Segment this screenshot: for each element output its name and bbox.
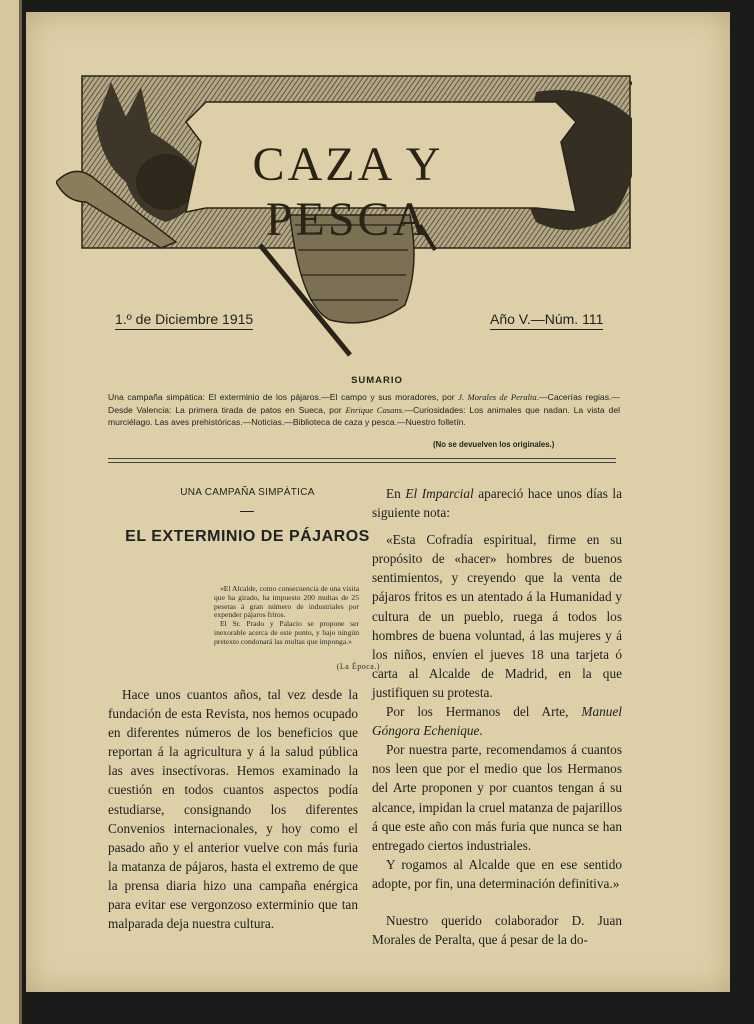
article-headline: EL EXTERMINIO DE PÁJAROS: [125, 528, 370, 545]
issue-date: 1.º de Diciembre 1915: [115, 311, 253, 330]
epigraph-quote: «El Alcalde, como consecuencia de una visita que ha girado, ha impuesto 200 multas de 25 pesetas á gran número de industriales por expender pájaros fritos. El Sr. Prado y Palacio se propone ser inexorable acerca de este punto, y bajo ningún pretexto condonará las multas que imponga.»: [214, 584, 359, 646]
intro-paragraph: En El Imparcial apareció hace unos días la siguiente nota:: [372, 486, 622, 521]
article-section-title: UNA CAMPAÑA SIMPÁTICA: [180, 487, 315, 498]
magazine-title: CAZA Y PESCA: [252, 138, 444, 246]
issue-number: Año V.—Núm. 111: [490, 311, 603, 330]
left-body-paragraph: Hace unos cuantos años, tal vez desde la fundación de esta Revista, nos hemos ocupado en diferentes números de los beneficios que reportan á la agricultura y á la salud pública las aves insectívoras. Hemos examinado la cuestión en todos cuantos aspectos podía estudiarse, consignando los diferentes Convenios internacionales, y hoy como el pasado año y el anterior vuelve con más furia la matanza de pájaros, hasta el extremo de que la prensa diaria hizo una campaña enérgica para evitar ese vergonzoso exterminio que tan malparada deja nuestra cultura.: [108, 687, 358, 932]
summary-heading: SUMARIO: [351, 375, 403, 386]
summary-text: Una campaña simpática: El exterminio de los pájaros.—El campo y sus moradores, por J. Morales de Peralta.—Cacerías regias.—Desde Valencia: La primera tirada de patos en Sueca, por Enrique Casans.—Curiosidades: Los animales que nadan. La vista del murciélago. Las aves prehistóricas.—Noticias.—Biblioteca de caza y pesca.—Nuestro folletín.: [108, 392, 621, 427]
paragraph-mayor: Y rogamos al Alcalde que en ese sentido adopte, por fin, una determinación definitiva.»: [372, 856, 622, 891]
paragraph-recommend: Por nuestra parte, recomendamos á cuantos nos leen que por el medio que los Hermanos del Arte proponen y por cuantos tengan á su alcance, impidan la cruel matanza de pajarillos á que este año con más furia que nunca se han entregado ciertos industriales.: [372, 742, 622, 853]
section-dash: [240, 511, 254, 512]
signature-line: Por los Hermanos del Arte, Manuel Góngora Echenique.: [372, 704, 622, 739]
paragraph-collaborator: Nuestro querido colaborador D. Juan Morales de Peralta, que á pesar de la do-: [372, 912, 622, 948]
originals-note: (No se devuelven los originales.): [433, 440, 555, 449]
left-column: [108, 685, 358, 933]
previous-page-edge: [0, 0, 22, 1024]
epigraph-source: (La Época.): [336, 662, 380, 671]
quoted-note: «Esta Cofradía espiritual, firme en su propósito de «hacer» hombres de buenos sentimientos, y creyendo que la venta de pájaros fritos es un atentado á la Humanidad y cultura de un pueblo, ruega á todos los hombres de buena voluntad, á las mujeres y á los niños, envíen el jueves 18 una tarjeta ó carta al Alcalde de Madrid, en la que justifiquen su protesta.: [372, 532, 622, 700]
right-column: [372, 484, 622, 949]
divider-top: [108, 458, 616, 459]
divider-bottom: [108, 462, 616, 463]
